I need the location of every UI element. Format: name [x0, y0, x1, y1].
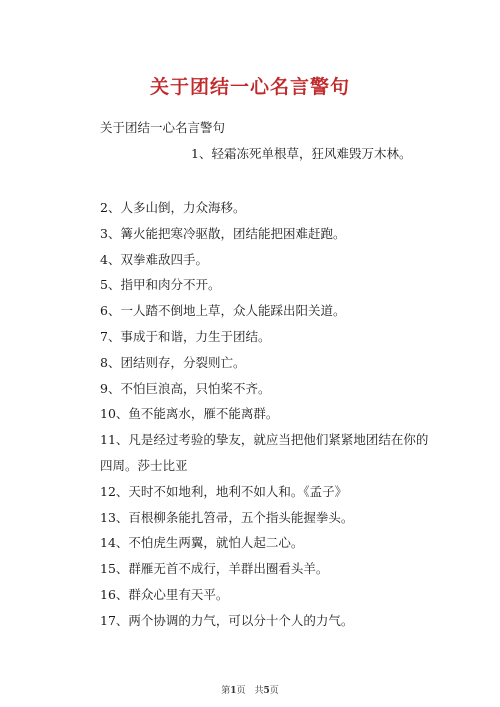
list-item: 14、不怕虎生两翼，就怕人起二心。 — [100, 535, 304, 551]
list-item: 9、不怕巨浪高，只怕桨不齐。 — [100, 380, 271, 396]
list-item: 13、百根柳条能扎笤帚，五个指头能握拳头。 — [100, 509, 354, 525]
list-item: 10、鱼不能离水，雁不能离群。 — [100, 406, 279, 422]
page-footer — [0, 683, 500, 696]
list-item: 7、事成于和谐，力生于团结。 — [100, 328, 271, 344]
document-subtitle: 关于团结一心名言警句 — [100, 120, 226, 135]
footer-total-pages: 5 — [263, 686, 270, 696]
list-item: 6、一人踏不倒地上草，众人能踩出阳关道。 — [100, 303, 346, 319]
list-item: 4、双拳难敌四手。 — [100, 251, 208, 267]
list-item: 5、指甲和肉分不开。 — [100, 277, 221, 293]
list-item: 15、群雁无首不成行，羊群出圈看头羊。 — [100, 561, 329, 577]
list-item: 3、篝火能把寒冷驱散，团结能把困难赶跑。 — [100, 225, 346, 241]
list-item: 11、凡是经过考验的挚友，就应当把他们紧紧地团结在你的四周。莎士比亚 — [100, 432, 429, 473]
footer-middle: 页 共 — [236, 686, 264, 696]
list-item: 17、两个协调的力气，可以分十个人的力气。 — [100, 612, 354, 628]
footer-suffix: 页 — [269, 686, 279, 696]
list-item: 8、团结则存，分裂则亡。 — [100, 354, 246, 370]
document-title: 关于团结一心名言警句 — [149, 76, 350, 98]
footer-page-number: 1 — [230, 686, 237, 696]
list-item: 16、群众心里有天平。 — [100, 586, 229, 602]
list-item: 1、轻霜冻死单根草，狂风难毁万木林。 — [191, 146, 412, 161]
quote-list — [100, 195, 430, 634]
list-item: 12、天时不如地利，地利不如人和。《孟子》 — [100, 483, 348, 499]
footer-prefix: 第 — [221, 686, 231, 696]
list-item: 2、人多山倒，力众海移。 — [100, 200, 246, 215]
